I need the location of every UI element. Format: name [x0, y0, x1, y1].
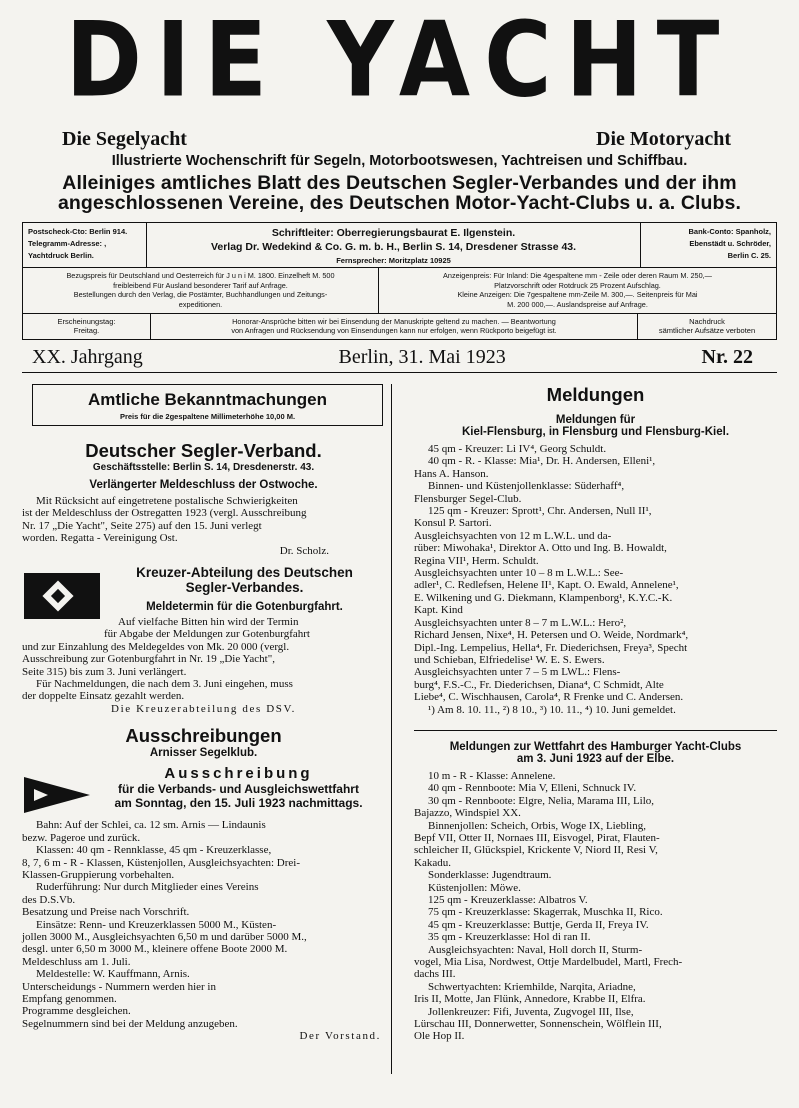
- ausschreibung-sign: Der Vorstand.: [299, 1030, 381, 1043]
- text-line: Küstenjollen: Möwe.: [428, 881, 521, 894]
- text-line: und Schieban, Elfriedelise¹ W. E. S. Ewers.: [414, 653, 605, 666]
- hamburg-heading-1: Meldungen zur Wettfahrt des Hamburger Yacht-Clubs: [449, 740, 742, 753]
- text-line: Besatzung und Preise nach Vorschrift.: [22, 906, 190, 919]
- text-line: 40 qm - Rennboote: Mia V, Elleni, Schnuck IV.: [428, 782, 637, 795]
- text-line: schleicher II, Glückspiel, Krickente V, Niord II, Resi V,: [414, 844, 658, 857]
- left-column: Amtliche Bekanntmachungen Preis für die 2gespaltene Millimeterhöhe 10,00 M. Deutscher Segler-Verband. Geschäftsstelle: Berlin S. 14, Dresdenerstr. 43. Verlängerter Meldeschluss der Ostwoche. Mit Rücksicht auf eingetretene postalische Schwierigkeiten ist der Meldeschluss der Ostregatten 1923 (vergl. Ausschreibung Nr. 17 „Die Yacht", Seite 275) auf den 15. Juni verlegt worden. Regatta - Vereinigung Ost. Dr. Scholz. Kreuzer-Abteilung des Deutschen Segler-Verbandes. Meldetermin für die Gotenburgfahrt. Auf vielfache Bitten hin wird der Termin für Abgabe der Meldungen zur Gotenburgfahrt und zur Einzahlung des Meldegeldes von Mk. 20 000 (vergl. Ausschreibung zur Gotenburgfahrt in Nr. 19 „Die Yacht", Seite 315) bis zum 3. Juni verlängert. Für Nachmeldungen, die nach dem 3. Juni eingehen, muss der doppelte Einsatz gezahlt werden. Die Kreuzerabteilung des DSV. Ausschreibungen Arnisser Segelklub. Ausschreibung für die Verbands- und Ausgleichswettfahrt am Sonntag, den 15. Juli 1923 nachmittags. Bahn: Auf der Schlei, ca. 12 sm. Arnis — Lindaunis bezw. Pageroe und zurück. Klassen: 40 qm - Rennklasse, 45 qm - Kreuzerklasse, 8, 7, 6 m - R - Klassen, Küstenjollen, Ausgleichsyachten: Drei- Klassen-Gruppierung vorbehalten. Ruderführung: Nur durch Mitglieder eines Vereins des D.S.Vb. Besatzung und Preise nach Vorschrift. Einsätze: Renn- und Kreuzerklassen 5000 M., Küsten- jollen 3000 M., Ausgleichsyachten 6,50 m und darüber 5000 M., desgl. unter 6,50 m 3000 M., kleinere offene Boote 2000 M. Meldeschluss am 1. Juli. Meldestelle: W. Kauffmann, Arnis. Unterscheidungs - Nummern werden hier in Empfang genommen. Programme desgleichen. Segelnummern sind bei der Meldung anzugeben. Der Vorstand.: [22, 384, 392, 1074]
- text-line: 40 qm - R. - Klasse: Mia¹, Dr. H. Andersen, Elleni¹,: [428, 455, 656, 468]
- text-line: Dipl.-Ing. Lempelius, Hella⁴, Fr. Diederichsen, Freya³, Specht: [414, 641, 688, 654]
- dsv-heading: Deutscher Segler-Verband.: [85, 440, 322, 461]
- text-line: Binnen- und Küstenjollenklasse: Süderhaff⁴,: [428, 480, 625, 493]
- text-line: bezw. Pageroe und zurück.: [22, 831, 141, 844]
- text-line: Meldeschluss am 1. Juli.: [22, 955, 131, 968]
- dsv-text: Mit Rücksicht auf eingetretene postalische Schwierigkeiten ist der Meldeschluss der Ostregatten 1923 (vergl. Ausschreibung Nr. 17 „Die Yacht", Seite 275) auf den 15. Juni verlegt worden. Regatta - Vereinigung Ost. Dr. Scholz.: [22, 495, 329, 557]
- text-line: Klassen-Gruppierung vorbehalten.: [22, 868, 175, 881]
- postal-info: Postscheck-Cto: Berlin 914. Telegramm-Adresse: , Yachtdruck Berlin.: [23, 223, 147, 267]
- footnote: ¹) Am 8. 10. 11., ²) 8 10., ³) 10. 11., ⁴) 10. Juni gemeldet.: [428, 703, 676, 716]
- text-line: Ausgleichsyachten von 12 m L.W.L. und da-: [414, 529, 612, 542]
- text-line: 125 qm - Kreuzer: Sprott¹, Chr. Andersen, Null II¹,: [428, 505, 652, 518]
- fee-notice: Honorar-Ansprüche bitten wir bei Einsendung der Manuskripte geltend zu machen. — Beantwortung von Anfragen und Rücksendung von Einsendungen kann nur erfolgen, wenn Rückporto beigefügt ist.: [151, 314, 638, 339]
- text-line: Meldestelle: W. Kauffmann, Arnis.: [36, 968, 190, 981]
- text-line: 30 qm - Rennboote: Elgre, Nelia, Marama III, Lilo,: [428, 794, 655, 807]
- arnis-club: Arnisser Segelklub.: [149, 747, 258, 760]
- meldungen-sub-1: Meldungen für: [555, 414, 636, 426]
- text-line: Hans A. Hanson.: [414, 467, 489, 480]
- hamburg-entries: [414, 770, 777, 1043]
- text-line: Binnenjollen: Scheich, Orbis, Woge IX, Liebling,: [428, 819, 646, 832]
- text-line: adler¹, C. Redlefsen, Helene II¹, Kapt. O. Ewald, Annelene¹,: [414, 579, 679, 592]
- masthead-title: DIE YACHT: [65, 0, 734, 121]
- ad-price: Anzeigenpreis: Für Inland: Die 4gespaltene mm - Zeile oder deren Raum M. 250,— Platzvorschrift oder Rotdruck 25 Prozent Aufschlag. Kleine Anzeigen: Die 7gespaltene mm-Zeile M. 300,—. Seitenpreis für Mai M. 200 000,—. Auslandspreise auf Anfrage.: [443, 271, 712, 309]
- text-line: jollen 3000 M., Ausgleichsyachten 6,50 m und darüber 5000 M.,: [22, 930, 307, 943]
- text-line: 10 m - R - Klasse: Annelene.: [428, 769, 556, 782]
- kreuzer-subhead: Meldetermin für die Gotenburgfahrt.: [146, 601, 343, 614]
- text-line: Programme desgleichen.: [22, 1005, 131, 1018]
- text-line: Liebe⁴, C. Wischhausen, Carola⁴, R Frenke und C. Andersen.: [414, 691, 684, 704]
- kreuzer-heading-1: Kreuzer-Abteilung des Deutschen: [136, 565, 353, 581]
- text-line: Kapt. Kind: [414, 604, 463, 617]
- text-line: Ausgleichsyachten: Naval, Holl dorch II, Sturm-: [428, 943, 643, 956]
- meldungen-heading: Meldungen: [546, 384, 645, 405]
- text-line: des D.S.Vb.: [22, 893, 76, 906]
- text-line: Kakadu.: [414, 856, 451, 869]
- official-notices-box: Amtliche Bekanntmachungen Preis für die 2gespaltene Millimeterhöhe 10,00 M.: [32, 384, 383, 426]
- text-line: 45 qm - Kreuzerklasse: Buttje, Gerda II, Freya IV.: [428, 918, 649, 931]
- text-line: Segelnummern sind bei der Meldung anzugeben.: [22, 1017, 238, 1030]
- text-line: vogel, Mia Lisa, Nordwest, Ottje Mardelbudel, Martl, Frech-: [414, 956, 683, 969]
- text-line: Empfang genommen.: [22, 992, 117, 1005]
- text-line: 125 qm - Kreuzerklasse: Albatros V.: [428, 894, 588, 906]
- text-line: Bahn: Auf der Schlei, ca. 12 sm. Arnis — Lindaunis: [36, 819, 266, 832]
- ausschreibung-text: [22, 819, 385, 1030]
- text-line: Ruderführung: Nur durch Mitglieder eines Vereins: [36, 881, 259, 894]
- publication-description: Illustrierte Wochenschrift für Segeln, Motorbootswesen, Yachtreisen und Schiffbau.: [111, 153, 688, 169]
- dsv-subhead: Verlängerter Meldeschluss der Ostwoche.: [89, 479, 318, 491]
- kreuzer-heading-2: Segler-Verbandes.: [185, 580, 304, 596]
- text-line: Ole Hop II.: [414, 1030, 465, 1043]
- ausschreibung-heading: Ausschreibung: [164, 765, 313, 783]
- subtitle-sailing: Die Segelyacht: [62, 128, 187, 150]
- text-line: E. Wilkening und G. Diekmann, Klampenborg¹, K.Y.C.-K.: [414, 591, 673, 604]
- hamburg-heading-2: am 3. Juni 1923 auf der Elbe.: [516, 752, 675, 765]
- subscription-price: Bezugspreis für Deutschland und Oesterreich für J u n i M. 1800. Einzelheft M. 500 freibleibend Für Ausland besonderer Tarif auf Anfrage. Bestellungen durch den Verlag, die Postämter, Buchhandlungen und Zeitungs- expeditionen.: [23, 268, 379, 313]
- arnis-club-pennant-icon: [22, 775, 92, 815]
- text-line: 8, 7, 6 m - R - Klassen, Küstenjollen, Ausgleichsyachten: Drei-: [22, 856, 301, 869]
- editor-publisher-info: Schriftleiter: Oberregierungsbaurat E. Ilgenstein. Verlag Dr. Wedekind & Co. G. m. b. H., Berlin S. 14, Dresdener Strasse 43. Fernsprecher: Moritzplatz 10925: [147, 223, 641, 267]
- subtitle-motor: Die Motoryacht: [596, 128, 731, 150]
- text-line: Jollenkreuzer: Fifi, Juventa, Zugvogel III, Ilse,: [428, 1005, 634, 1018]
- text-line: Regina VII¹, Herm. Schuldt.: [414, 554, 539, 567]
- text-line: rüber: Miwohaka¹, Direktor A. Otto und Ing. B. Howaldt,: [414, 542, 667, 555]
- text-line: Klassen: 40 qm - Rennklasse, 45 qm - Kreuzerklasse,: [36, 844, 272, 857]
- volume: XX. Jahrgang: [32, 346, 143, 368]
- text-line: Schwertyachten: Kriemhilde, Narqita, Ariadne,: [428, 980, 636, 993]
- text-line: desgl. unter 6,50 m 3000 M., kleinere offene Boote 2000 M.: [22, 943, 288, 956]
- text-line: Unterscheidungs - Nummern werden hier in: [22, 980, 216, 993]
- kreuzer-text: und zur Einzahlung des Meldegeldes von Mk. 20 000 (vergl. Ausschreibung zur Gotenburgfahrt in Nr. 19 „Die Yacht", Seite 315) bis zum 3. Juni verlängert. Für Nachmeldungen, die nach dem 3. Juni eingehen, muss der doppelte Einsatz gezahlt werden. Die Kreuzerabteilung des DSV.: [22, 640, 296, 715]
- bank-info: Bank-Conto: Spanholz, Ebenstädt u. Schröder, Berlin C. 25.: [688, 227, 771, 260]
- reprint-notice: Nachdruck sämtlicher Aufsätze verboten: [658, 317, 756, 335]
- text-line: Sonderklasse: Jugendtraum.: [428, 869, 552, 882]
- text-line: Lürschau III, Donnerwetter, Sonnenschein, Wölflein III,: [414, 1018, 662, 1031]
- text-line: 45 qm - Kreuzer: Li IV⁴, Georg Schuldt.: [428, 443, 607, 455]
- ausschreibungen-heading: Ausschreibungen: [125, 725, 282, 747]
- dsv-cruiser-flag-icon: [22, 569, 104, 621]
- publication-info-box: [22, 222, 777, 340]
- issue-line: [22, 340, 777, 373]
- text-line: Iris II, Motte, Jan Flünk, Annedore, Krabbe II, Elfra.: [414, 993, 646, 1006]
- dsv-office: Geschäftsstelle: Berlin S. 14, Dresdenerstr. 43.: [92, 462, 315, 473]
- text-line: 35 qm - Kreuzerklasse: Hol di ran II.: [428, 931, 591, 944]
- place-date: Berlin, 31. Mai 1923: [338, 346, 506, 368]
- text-line: Bajazzo, Windspiel XX.: [414, 807, 521, 820]
- kiel-flensburg-entries: [414, 443, 777, 704]
- text-line: Richard Jensen, Nixe⁴, H. Petersen und O. Weide, Nordmark⁴,: [414, 629, 689, 642]
- appearance-day: Erscheinungstag: Freitag.: [23, 314, 151, 339]
- divider: [414, 730, 777, 731]
- text-line: Bepf VII, Otter II, Nornaes III, Eisvogel, Pirat, Flauten-: [414, 831, 660, 844]
- text-line: Ausgleichsyachten unter 7 – 5 m LWL.: Flens-: [414, 666, 621, 679]
- subtitles: [22, 128, 777, 151]
- right-column: [392, 384, 777, 1074]
- meldungen-sub-2: Kiel-Flensburg, in Flensburg und Flensburg-Kiel.: [461, 426, 730, 438]
- text-line: Ausgleichsyachten unter 8 – 7 m L.W.L.: Hero²,: [414, 616, 627, 629]
- text-line: Flensburger Segel-Club.: [414, 492, 522, 505]
- text-line: Konsul P. Sartori.: [414, 517, 492, 530]
- text-line: Ausgleichsyachten unter 10 – 8 m L.W.L.: See-: [414, 567, 624, 580]
- official-statement: Alleiniges amtliches Blatt des Deutschen Segler-Verbandes und der ihm angeschlossenen Vereine, des Deutschen Motor-Yacht-Clubs u. a. Clubs.: [57, 172, 742, 214]
- text-line: dachs III.: [414, 968, 456, 981]
- text-line: 75 qm - Kreuzerklasse: Skagerrak, Muschka II, Rico.: [428, 906, 663, 919]
- text-line: Einsätze: Renn- und Kreuzerklassen 5000 M., Küsten-: [36, 918, 277, 931]
- text-line: burg⁴, F.S.-C., Fr. Diederichsen, Diana⁴, C Schmidt, Alte: [414, 678, 664, 691]
- masthead: [22, 0, 777, 121]
- issue-number: Nr. 22: [701, 346, 753, 368]
